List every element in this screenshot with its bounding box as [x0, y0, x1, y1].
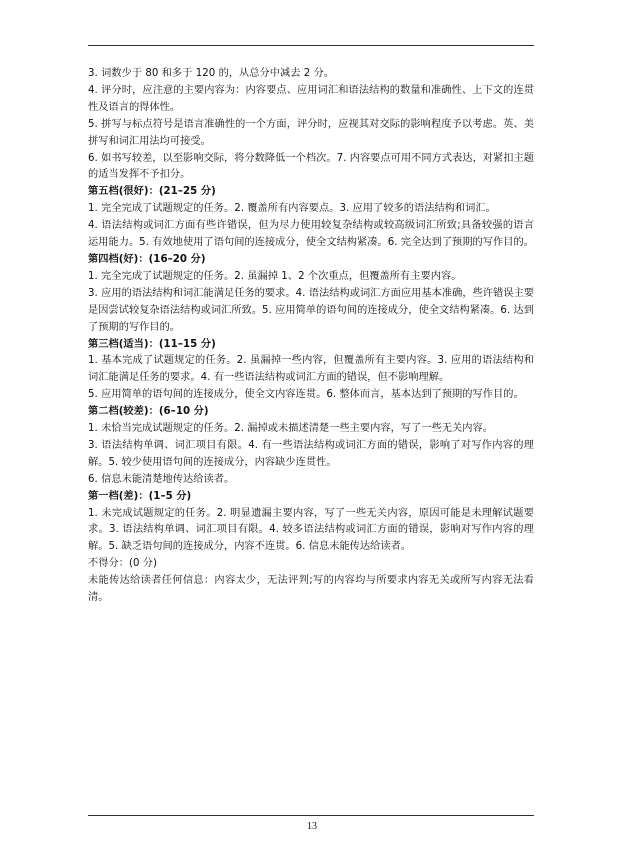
paragraph: 3. 语法结构单调、词汇项目有限。4. 有一些语法结构或词汇方面的错误，影响了对写作内容的理解。5. 较少使用语句间的连接成分，内容缺少连贯性。 — [88, 439, 534, 468]
document-body — [88, 66, 534, 607]
section-heading: 第五档(很好)：(21–25 分) — [88, 186, 216, 198]
paragraph: 6. 如书写较差，以至影响交际，将分数降低一个档次。7. 内容要点可用不同方式表达，对紧扣主题的适当发挥不予扣分。 — [88, 152, 534, 181]
paragraph: 1. 未完成试题规定的任务。2. 明显遗漏主要内容，写了一些无关内容，原因可能是未理解试题要求。3. 语法结构单调、词汇项目有限。4. 较多语法结构或词汇方面的错误，影响对写作内容的理解。5. 缺乏语句间的连接成分，内容不连贯。6. 信息未能传达给读者。 — [88, 507, 534, 553]
page-number: 13 — [307, 821, 317, 832]
header-rule — [88, 45, 534, 46]
section-heading: 第一档(差)：(1–5 分) — [88, 490, 192, 502]
section-heading: 第四档(好)：(16–20 分) — [88, 253, 206, 265]
paragraph: 5. 拼写与标点符号是语言准确性的一个方面，评分时，应视其对交际的影响程度予以考虑。英、美拼写和词汇用法均可接受。 — [88, 118, 534, 147]
section-heading: 第三档(适当)：(11–15 分) — [88, 338, 216, 350]
paragraph: 1. 完全完成了试题规定的任务。2. 虽漏掉 1、2 个次重点，但覆盖所有主要内容。 — [88, 270, 462, 282]
paragraph: 6. 信息未能清楚地传达给读者。 — [88, 473, 235, 485]
paragraph: 未能传达给读者任何信息：内容太少，无法评判;写的内容均与所要求内容无关或所写内容无法看清。 — [88, 575, 534, 604]
paragraph: 1. 未恰当完成试题规定的任务。2. 漏掉或未描述清楚一些主要内容，写了一些无关内容。 — [88, 423, 493, 435]
paragraph: 3. 应用的语法结构和词汇能满足任务的要求。4. 语法结构或词汇方面应用基本准确，些许错误主要是因尝试较复杂语法结构或词汇所致。5. 应用简单的语句间的连接成分，使全文结构紧凑。6. 达到了预期的写作目的。 — [88, 287, 534, 333]
paragraph: 5. 应用简单的语句间的连接成分，使全文内容连贯。6. 整体而言，基本达到了预期的写作目的。 — [88, 389, 524, 401]
section-heading: 第二档(较差)：(6–10 分) — [88, 406, 209, 418]
paragraph: 4. 语法结构或词汇方面有些许错误，但为尽力使用较复杂结构或较高级词汇所致;具备较强的语言运用能力。5. 有效地使用了语句间的连接成分，使全文结构紧凑。6. 完全达到了预期的写作目的。 — [88, 220, 534, 249]
paragraph: 4. 评分时，应注意的主要内容为：内容要点、应用词汇和语法结构的数量和准确性、上下文的连贯性及语言的得体性。 — [88, 84, 534, 113]
footer-rule — [88, 815, 534, 816]
paragraph: 不得分：(0 分) — [88, 558, 158, 570]
paragraph: 1. 完全完成了试题规定的任务。2. 覆盖所有内容要点。3. 应用了较多的语法结构和词汇。 — [88, 203, 496, 215]
paragraph: 1. 基本完成了试题规定的任务。2. 虽漏掉一些内容，但覆盖所有主要内容。3. 应用的语法结构和词汇能满足任务的要求。4. 有一些语法结构或词汇方面的错误，但不影响理解。 — [88, 355, 534, 384]
paragraph: 3. 词数少于 80 和多于 120 的，从总分中减去 2 分。 — [88, 68, 335, 79]
